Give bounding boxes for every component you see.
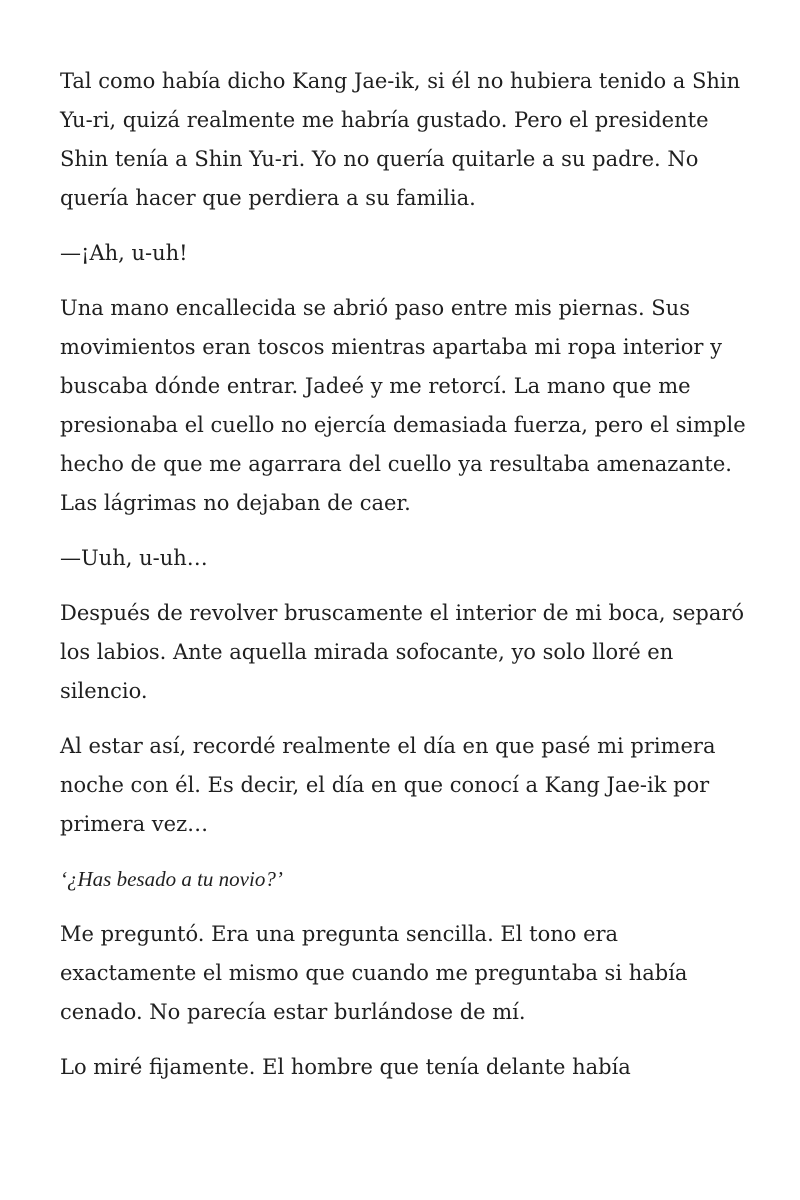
paragraph-6: Lo miré fijamente. El hombre que tenía delante había bbox=[60, 1055, 631, 1079]
paragraph-1: Tal como había dicho Kang Jae-ik, si él no hubiera tenido a Shin Yu-ri, quizá realmente me habría gustado. Pero el presidente Shin tenía a Shin Yu-ri. Yo no quería quitarle a su padre. No quería hacer que perdiera a su familia. bbox=[60, 69, 741, 210]
paragraph-3: Después de revolver bruscamente el interior de mi boca, separó los labios. Ante aquella mirada sofocante, yo solo lloré en silencio. bbox=[60, 601, 745, 703]
dialogue-line-1: —¡Ah, u-uh! bbox=[60, 241, 188, 265]
paragraph-2: Una mano encallecida se abrió paso entre mis piernas. Sus movimientos eran toscos mientras apartaba mi ropa interior y buscaba dónde entrar. Jadeé y me retorcí. La mano que me presionaba el cuello no ejercía demasiada fuerza, pero el simple hecho de que me agarrara del cuello ya resultaba amenazante. Las lágrimas no dejaban de caer. bbox=[60, 296, 746, 515]
dialogue-line-2: —Uuh, u-uh… bbox=[60, 546, 208, 570]
italic-quote: ‘¿Has besado a tu novio?’ bbox=[60, 867, 283, 891]
paragraph-4: Al estar así, recordé realmente el día en que pasé mi primera noche con él. Es decir, el día en que conocí a Kang Jae-ik por primera vez… bbox=[60, 734, 716, 836]
paragraph-5: Me preguntó. Era una pregunta sencilla. El tono era exactamente el mismo que cuando me preguntaba si había cenado. No parecía estar burlándose de mí. bbox=[60, 922, 688, 1024]
